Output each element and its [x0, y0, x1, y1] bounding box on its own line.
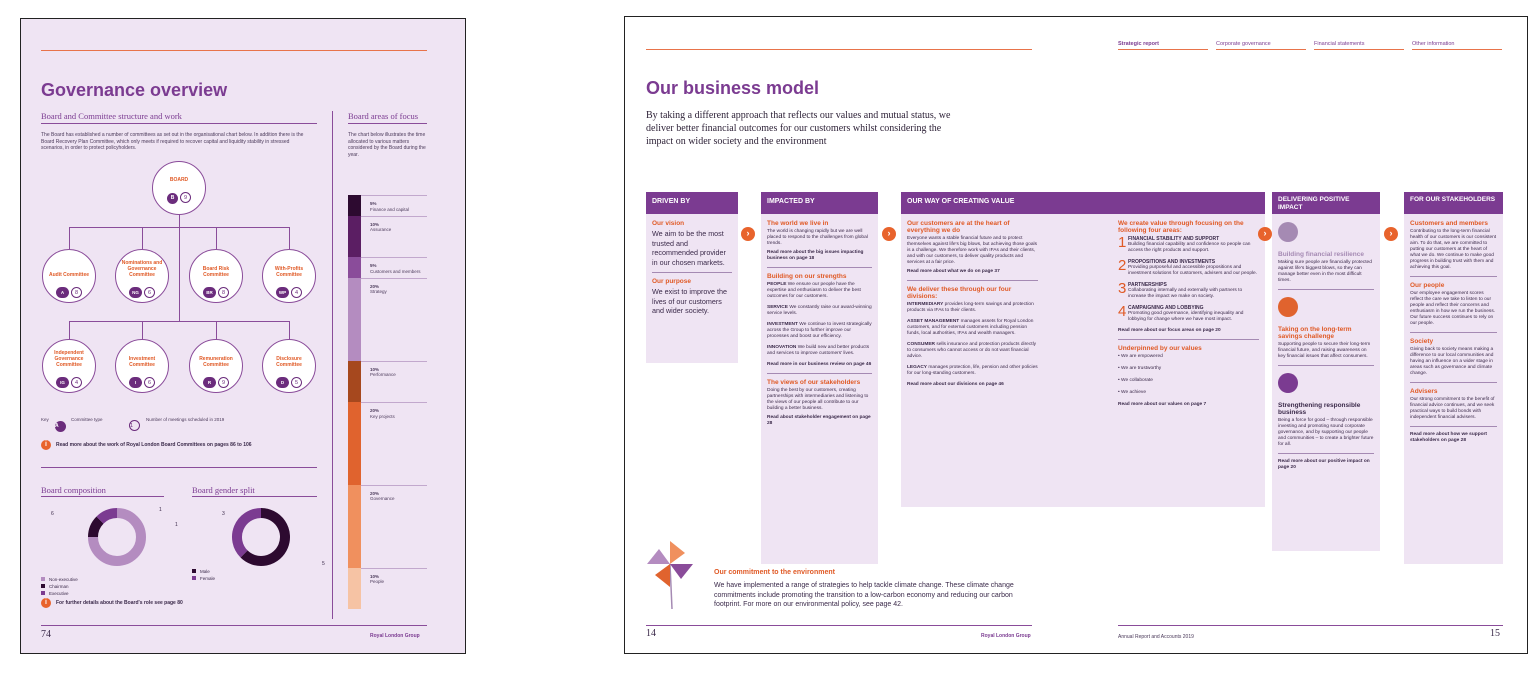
division-text: manages assets for Royal London customers, and for external customers including pension funds, local authorities, IFAs and wealth managers.	[907, 319, 1034, 336]
division-key: ASSET MANAGEMENT	[907, 319, 960, 324]
focus-bar-segment	[348, 257, 361, 278]
focus-bar-label	[370, 491, 395, 502]
impact-text: Making sure people are financially protected against life's biggest blows, so they can manage better even in the most difficult times.	[1278, 260, 1372, 283]
focus-pct: 20%	[370, 490, 380, 496]
info-icon: i	[41, 598, 51, 608]
focus-pct: 5%	[370, 263, 377, 269]
page-74	[20, 18, 466, 654]
environment-text: We have implemented a range of strategies to help tackle climate change. These climate change commitments include promoting the transition to a low-carbon economy and reducing our carbon footprint. For more on our environmental policy, see page 42.	[714, 582, 1014, 608]
committee-node	[189, 249, 243, 303]
committee-name: Remuneration Committee	[199, 356, 233, 368]
value-item: • We are empowered	[1118, 354, 1163, 359]
nav-underline	[1216, 49, 1306, 50]
page-15	[1076, 16, 1528, 654]
committee-name: With-Profits Committee	[274, 266, 304, 278]
committee-name: Disclosure Committee	[276, 356, 302, 368]
footer-report: Annual Report and Accounts 2019	[1118, 634, 1194, 640]
strength-key: SERVICE	[767, 305, 788, 310]
focus-label: Performance	[370, 372, 396, 378]
intro-text: By taking a different approach that reflects our values and mutual status, we deliver better financial outcomes for our customers whilst considering the impact on wider society and the environment	[646, 110, 951, 147]
focus-area-text: Collaborating internally and externally with partners to increase the impact we make on society.	[1128, 288, 1243, 299]
meetings-count: 5	[291, 377, 302, 388]
vision-text: We aim to be the most trusted and recommended provider in our chosen markets.	[652, 229, 726, 267]
focus-bar-segment	[348, 361, 361, 402]
focus-tick	[361, 485, 427, 486]
footer-brand: Royal London Group	[981, 633, 1031, 639]
donut-value-label: 6	[51, 511, 54, 517]
page-number: 74	[41, 629, 51, 640]
focus-bar-segment	[348, 568, 361, 609]
focus-area-number: 4	[1118, 303, 1127, 320]
column-header-impacted-by: IMPACTED BY	[761, 192, 878, 214]
org-line	[142, 227, 143, 249]
focus-area-number: 1	[1118, 234, 1127, 251]
page-number: 14	[646, 628, 656, 639]
focus-area-item	[1118, 282, 1259, 300]
chevron-right-icon: ›	[741, 227, 755, 241]
committee-node	[115, 249, 169, 303]
division-item	[907, 342, 1038, 360]
world-heading: The world we live in	[767, 220, 829, 227]
column-header-driven-by: DRIVEN BY	[646, 192, 738, 214]
strength-key: INVESTMENT	[767, 322, 798, 327]
focus-tick	[361, 278, 427, 279]
strength-item	[767, 282, 872, 300]
key-num-badge: 1	[129, 420, 140, 431]
focus-label: Finance and capital	[370, 206, 410, 212]
footer-brand: Royal London Group	[370, 633, 420, 639]
committee-name: Board Risk Committee	[202, 266, 230, 278]
page-title: Governance overview	[41, 80, 228, 100]
board-composition-chart	[41, 501, 181, 596]
meetings-count: 8	[218, 287, 229, 298]
rule	[41, 625, 427, 626]
legend-label: Male	[200, 569, 210, 574]
org-line	[216, 227, 217, 249]
strengths-heading: Building on our strengths	[767, 273, 847, 280]
strength-text: We continue to invest strategically across the Group to further improve our processes and boost our efficiency.	[767, 322, 872, 339]
focus-bar-segment	[348, 195, 361, 216]
nav-link-0[interactable]: Strategic report	[1118, 41, 1159, 47]
division-text: manages protection, life, pension and other policies for our long-standing customers.	[907, 365, 1038, 376]
world-link[interactable]: Read more about the big issues impacting business on page 18	[767, 250, 864, 261]
focus-tick	[361, 402, 427, 403]
focus-pct: 20%	[370, 408, 380, 413]
legend-label: Chairman	[49, 584, 69, 589]
division-text: sells insurance and protection products directly to consumers who cannot access or do not want financial advice.	[907, 342, 1037, 359]
stakeholder-heading: Our people	[1410, 282, 1445, 289]
org-line	[69, 321, 70, 339]
legend-label: Non-executive	[49, 577, 78, 582]
impact-item	[1278, 295, 1374, 366]
committee-type-badge: A	[56, 287, 69, 298]
impact-item	[1278, 371, 1374, 454]
impact-heading: Strengthening responsible business	[1278, 402, 1361, 416]
impact-heading: Taking on the long-term savings challenge	[1278, 326, 1352, 340]
focus-area-text: Providing purposeful and accessible propositions and investment solutions for customers, advisers and our people.	[1128, 265, 1258, 276]
driven-by-panel	[646, 214, 738, 363]
focus-tick	[361, 195, 427, 196]
focus-tick	[361, 568, 427, 569]
committee-name: Nominations and Governance Committee	[121, 260, 163, 278]
focus-intro: The chart below illustrates the time allocated to various matters considered by the Board during the year.	[348, 132, 426, 158]
stakeholders-panel	[1404, 214, 1503, 564]
committee-name: Audit Committee	[49, 272, 89, 278]
meetings-count: 4	[291, 287, 302, 298]
focus-bar-segment	[348, 278, 361, 361]
meetings-count: 4	[71, 377, 82, 388]
top-rule	[646, 49, 1032, 50]
focus-tick	[361, 257, 427, 258]
focus-tick	[361, 216, 427, 217]
board-label: BOARD	[169, 177, 189, 183]
donut-value-label: 1	[159, 507, 162, 513]
impact-text: Being a force for good – through responsible investing and promoting sound corporate governance, and by supporting our people and communities – to create a brighter future for all.	[1278, 418, 1374, 447]
legend-swatch	[192, 576, 196, 580]
heart-heading: Our customers are at the heart of everything we do	[907, 220, 1010, 234]
donut-slice	[93, 520, 100, 537]
nav-underline	[1118, 49, 1208, 50]
rule	[41, 467, 317, 468]
donut-value-label: 5	[322, 561, 325, 567]
strength-text: We build new and better products and services to improve customers' lives.	[767, 345, 870, 356]
committee-node	[42, 249, 96, 303]
focus-bar-label	[370, 367, 396, 378]
strength-item	[767, 345, 872, 357]
committee-node	[262, 249, 316, 303]
focus-label: People	[370, 579, 385, 585]
focus-label: Assurance	[370, 227, 392, 233]
focus-label: Customers and members	[370, 268, 421, 274]
views-heading: The views of our stakeholders	[767, 379, 861, 386]
focus-tick	[361, 361, 427, 362]
strength-text: We constantly raise our award-winning service levels.	[767, 305, 872, 316]
meetings-count: 9	[180, 192, 191, 203]
column-header-continuation	[1076, 192, 1265, 214]
division-text: provides long-term savings and protection products via IFAs to their clients.	[907, 302, 1034, 313]
stakeholder-item	[1410, 388, 1497, 427]
division-item	[907, 319, 1038, 337]
focus-area-item	[1118, 259, 1259, 277]
meetings-count: 6	[144, 287, 155, 298]
rule	[1118, 625, 1503, 626]
purpose-text: We exist to improve the lives of our customers and wider society.	[652, 287, 727, 315]
info-icon: i	[41, 440, 51, 450]
focus-bar-segment	[348, 216, 361, 257]
focus-heading: We create value through focusing on the following four areas:	[1118, 220, 1244, 234]
strengths-link[interactable]: Read more in our business review on page 46	[767, 362, 872, 367]
focus-heading: Board areas of focus	[348, 111, 419, 121]
meetings-count: 8	[71, 287, 82, 298]
committee-type-badge: R	[203, 377, 216, 388]
focus-area-heading: CAMPAIGNING AND LOBBYING	[1128, 305, 1204, 311]
focus-link[interactable]: Read more about our focus areas on page 20	[1118, 328, 1221, 333]
views-link[interactable]: Read about stakeholder engagement on page 28	[767, 415, 871, 426]
value-item: • We achieve	[1118, 390, 1146, 395]
values-heading: Underpinned by our values	[1118, 345, 1202, 352]
stakeholder-heading: Society	[1410, 338, 1434, 345]
intro-text: The Board has established a number of committees as set out in the organisational chart below. In addition there is the Board Recovery Plan Committee, which only meets if required to recover capital and liquidity stability in stressed scenarios, in order to protect policyholders.	[41, 132, 304, 151]
page-number: 15	[1490, 628, 1500, 639]
composition-heading: Board composition	[41, 485, 106, 495]
nav-link-3[interactable]: Other information	[1412, 41, 1455, 47]
top-rule	[41, 50, 427, 51]
committee-type-badge: B	[167, 193, 178, 204]
legend-swatch	[192, 569, 196, 573]
focus-bar-label	[370, 201, 409, 212]
focus-bar-segment	[348, 402, 361, 485]
value-item: • We collaborate	[1118, 378, 1153, 383]
nav-underline	[1314, 49, 1404, 50]
meetings-count: 6	[144, 377, 155, 388]
rule	[41, 496, 164, 497]
divisions-heading: We deliver these through our four divisions:	[907, 286, 1012, 300]
focus-pct: 10%	[370, 221, 380, 227]
stakeholder-item	[1410, 338, 1497, 383]
rule	[646, 625, 1032, 626]
division-key: CONSUMER	[907, 342, 935, 347]
focus-label: Strategy	[370, 289, 387, 295]
division-item	[907, 365, 1038, 377]
key-label: Key	[41, 417, 49, 422]
column-header-positive-impact: DELIVERING POSITIVE IMPACT	[1272, 192, 1380, 214]
stakeholder-text: Contributing to the long-term financial health of our customers is our consistent aim. To do that, we are committed to putting our customers at the heart of what we do. We continue to make good progress in building trust with them and achieving this goal.	[1410, 229, 1497, 270]
heart-link[interactable]: Read more about what we do on page 37	[907, 269, 1000, 274]
meetings-count: 9	[218, 377, 229, 388]
division-key: LEGACY	[907, 365, 927, 370]
donut-value-label: 1	[175, 522, 178, 528]
page-title: Our business model	[646, 78, 820, 98]
focus-pct: 10%	[370, 366, 380, 372]
donut-value-label: 3	[222, 511, 225, 517]
committee-node	[115, 339, 169, 393]
org-line	[289, 227, 290, 249]
committee-node	[189, 339, 243, 393]
key-num-label: Number of meetings scheduled in 2019	[146, 417, 225, 422]
nav-underline	[1412, 49, 1502, 50]
committee-type-badge: NG	[129, 287, 142, 298]
impact-heading: Building financial resilience	[1278, 251, 1364, 258]
org-line	[289, 321, 290, 339]
stakeholder-item	[1410, 220, 1497, 277]
committee-type-badge: BR	[203, 287, 216, 298]
world-text: The world is changing rapidly but we are well placed to respond to the challenges from global trends.	[767, 229, 868, 246]
donut-slice	[100, 513, 117, 520]
gender-heading: Board gender split	[192, 485, 255, 495]
pinwheel-icon	[645, 539, 695, 611]
focus-pct: 5%	[370, 201, 377, 206]
strength-key: PEOPLE	[767, 282, 787, 287]
impact-item	[1278, 220, 1374, 290]
rule	[348, 123, 427, 124]
stakeholder-text: Our employee engagement scores reflect the care we take to listen to our people and reflect their concerns and enthusiasm in how we run the business. Our future success continues to rely on our people.	[1410, 291, 1496, 326]
chevron-right-icon: ›	[1258, 227, 1272, 241]
stakeholder-heading: Customers and members	[1410, 220, 1489, 227]
stakeholder-text: Our strong commitment to the benefit of financial advice continues, and we seek practical ways to build bonds with independent financial advisers.	[1410, 397, 1495, 420]
stakeholder-heading: Advisers	[1410, 388, 1438, 395]
positive-impact-panel	[1272, 214, 1380, 551]
focus-areas-panel	[1076, 214, 1265, 507]
board-gender-chart	[192, 501, 332, 591]
views-text: Doing the best by our customers, creating partnerships with intermediaries and listening to the views of our people all contribute to our building a better business.	[767, 388, 869, 411]
stakeholders-link[interactable]: Read more about how we support stakeholders on page 28	[1410, 432, 1488, 443]
committee-name: Independent Governance Committee	[54, 350, 84, 368]
page-14	[624, 16, 1077, 654]
chevron-right-icon: ›	[882, 227, 896, 241]
focus-area-number: 3	[1118, 280, 1127, 297]
environment-heading: Our commitment to the environment	[714, 569, 835, 576]
rule	[41, 123, 317, 124]
committee-node	[262, 339, 316, 393]
strength-item	[767, 322, 872, 340]
read-more-link[interactable]: For further details about the Board's role see page 80	[56, 600, 183, 606]
strength-text: We ensure our people have the expertise and enthusiasm to deliver the best outcomes for our customers.	[767, 282, 861, 299]
focus-bar-label	[370, 222, 391, 233]
focus-label: Governance	[370, 496, 395, 502]
key-type-label: Committee type	[71, 417, 103, 422]
org-line	[216, 321, 217, 339]
column-header-creating-value: OUR WAY OF CREATING VALUE	[901, 192, 1078, 214]
impact-text: Supporting people to secure their long-term financial future, and raising awareness on key financial issues that affect consumers.	[1278, 342, 1371, 359]
focus-area-heading: PARTNERSHIPS	[1128, 282, 1167, 288]
heart-text: Everyone wants a stable financial future and to protect themselves against life's big blows, but achieving those goals is a challenge. We therefore work with IFAs and their clients, and with our customers, to deliver quality products and services at a fair price.	[907, 236, 1037, 265]
piggy-bank-icon	[1278, 297, 1298, 317]
division-key: INTERMEDIARY	[907, 302, 944, 307]
nav-link-2[interactable]: Financial statements	[1314, 41, 1365, 47]
committee-type-badge: IG	[56, 377, 69, 388]
focus-bar-segment	[348, 485, 361, 568]
focus-area-heading: FINANCIAL STABILITY AND SUPPORT	[1128, 236, 1220, 242]
legend-label: Executive	[49, 591, 69, 596]
focus-area-heading: PROPOSITIONS AND INVESTMENTS	[1128, 259, 1216, 265]
vision-heading: Our vision	[652, 220, 685, 227]
section-heading: Board and Committee structure and work	[41, 111, 182, 121]
focus-area-item	[1118, 305, 1259, 323]
strength-item	[767, 305, 872, 317]
umbrella-icon	[1278, 222, 1298, 242]
rule	[192, 496, 317, 497]
focus-area-number: 2	[1118, 257, 1127, 274]
column-divider	[332, 111, 333, 619]
committee-type-badge: I	[129, 377, 142, 388]
board-node	[152, 161, 206, 215]
legend-swatch	[41, 577, 45, 581]
committee-name: Investment Committee	[128, 356, 156, 368]
read-more-link[interactable]: Read more about the work of Royal London Board Committees on pages 86 to 106	[56, 442, 252, 448]
focus-pct: 10%	[370, 573, 380, 579]
focus-area-item	[1118, 236, 1259, 254]
focus-area-text: Promoting good governance, identifying inequality and lobbying for change where we have most impact.	[1128, 311, 1244, 322]
divisions-link[interactable]: Read more about our divisions on page 46	[907, 382, 1004, 387]
stakeholder-item	[1410, 282, 1497, 333]
impacted-by-panel	[761, 214, 878, 564]
values-link[interactable]: Read more about our values on page 7	[1118, 402, 1207, 407]
focus-bar-label	[370, 574, 384, 585]
value-item: • We are trustworthy	[1118, 366, 1162, 371]
org-line	[142, 321, 143, 339]
stakeholder-text: Giving back to society means making a difference to our local communities and having an influence on a wider stage in areas such as governance and climate change.	[1410, 347, 1494, 376]
legend-label: Female	[200, 576, 216, 581]
committee-type-badge: D	[276, 377, 289, 388]
focus-label: Key projects	[370, 413, 395, 419]
column-header-stakeholders: FOR OUR STAKEHOLDERS	[1404, 192, 1503, 214]
creating-value-panel	[901, 214, 1078, 507]
division-item	[907, 302, 1038, 314]
legend-swatch	[41, 591, 45, 595]
committee-type-badge: WP	[276, 287, 289, 298]
purpose-heading: Our purpose	[652, 278, 692, 285]
focus-bar-label	[370, 263, 421, 274]
nav-link-1[interactable]: Corporate governance	[1216, 41, 1271, 47]
focus-pct: 20%	[370, 283, 380, 289]
org-line	[69, 227, 289, 228]
donut-slice	[237, 513, 261, 554]
legend-swatch	[41, 584, 45, 588]
strength-key: INNOVATION	[767, 345, 797, 350]
impact-link[interactable]: Read more about our positive impact on page 20	[1278, 459, 1370, 470]
focus-bar-label	[370, 284, 387, 295]
committee-node	[42, 339, 96, 393]
org-line	[69, 321, 289, 322]
focus-bar-label	[370, 408, 395, 419]
focus-area-text: Building financial capability and confidence so people can access the right products and support.	[1128, 242, 1251, 253]
org-line	[69, 227, 70, 249]
building-icon	[1278, 373, 1298, 393]
chevron-right-icon: ›	[1384, 227, 1398, 241]
org-line	[179, 204, 180, 322]
key-type-badge: A	[55, 421, 66, 432]
